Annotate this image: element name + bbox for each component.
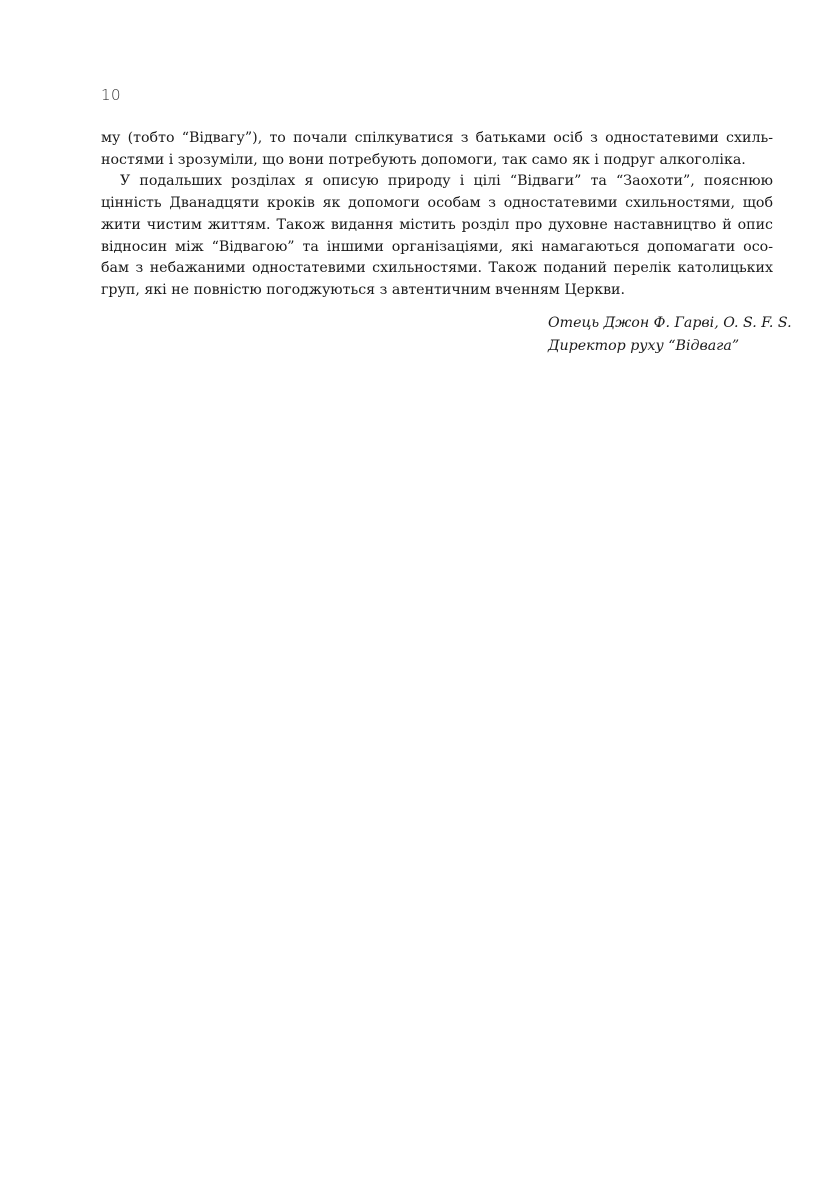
text-line: ностями і зрозуміли, що вони потребують допомоги, так само як і подруг алкоголіка. [101,151,746,168]
text-line: цінність Дванадцяти кроків як допомоги особам з одностатевими схильностями, щоб [101,195,773,212]
text-line: відносин між “Відвагою” та іншими організаціями, які намагаються допомагати осо- [101,238,773,255]
text-line: груп, які не повністю погоджуються з автентичним вченням Церкви. [101,281,626,298]
page-number: 10 [101,86,122,104]
body-text [101,128,773,302]
signature-title: Директор руху “Відвага” [548,338,740,354]
signature-block [548,312,792,358]
signature-name: Отець Джон Ф. Гарві, O. S. F. S. [548,315,792,331]
text-line: жити чистим життям. Також видання містить розділ про духовне наставництво й опис [101,216,773,233]
text-line: бам з небажаними одностатевими схильностями. Також поданий перелік католицьких [101,260,773,277]
text-line: У подальших розділах я описую природу і цілі “Відваги” та “Заохоти”, пояснюю [120,173,773,190]
text-line: му (тобто “Відвагу”), то почали спілкуватися з батьками осіб з одностатевими схиль- [101,130,773,146]
